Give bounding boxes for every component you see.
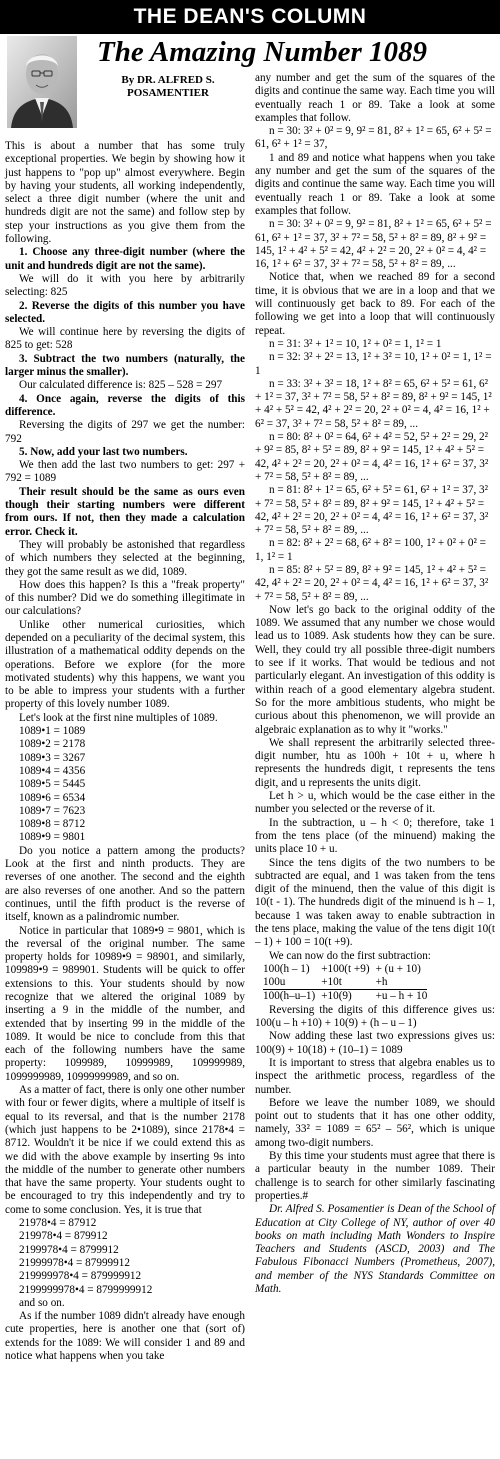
continue-paragraph: any number and get the sum of the squares of the digits and continue the same way. Each time you will eventually reach 1 or 89. Take a look at some examples that follow.	[255, 72, 495, 124]
table-cell: +h	[376, 976, 428, 990]
step-1: 1. Choose any three-digit number (where the unit and hundreds digit are not the same).	[5, 246, 245, 272]
article	[0, 34, 500, 1459]
list-item: 2199978•4 = 8799912	[19, 1243, 119, 1256]
since-paragraph: Since the tens digits of the two numbers to be subtracted are equal, and 1 was taken from the tens digit of the minuend, then the value of this digit is 10(t - 1). The hundreds digit of the minuend is h – 1, because 1 was taken away to enable subtraction in the tens place, making the value of the tens digit 10(t – 1) + 100 = 10(t +9).	[255, 856, 495, 949]
example-32: n = 32: 3² + 2² = 13, 1² + 3² = 10, 1² + 0² = 1, 1² = 1	[255, 351, 492, 377]
subtraction-paragraph: In the subtraction, u – h < 0; therefore, take 1 from the tens place (of the minuend) making the units place 10 + u.	[255, 816, 495, 856]
example-31: n = 31: 3² + 1² = 10, 1² + 0² = 1, 1² = 1	[269, 337, 442, 350]
multiples-intro: Let's look at the first nine multiples of 1089.	[19, 711, 218, 724]
intro-paragraph: This is about a number that has some truly exceptional properties. We begin by showing how it just happens to "pop up" almost everywhere. Begin by having your students, all working independently, select a three digit number (where the unit and hundreds digit are not the same) and follow step by step your instructions as you give them from the following.	[5, 140, 245, 246]
step-4: 4. Once again, reverse the digits of this difference.	[5, 392, 245, 418]
as-if-paragraph: As if the number 1089 didn't already have enough cute properties, here is another one that (sort of) extends for the 1089: We will consider 1 and 89 and notice what happens when you take	[5, 1310, 245, 1363]
unlike-paragraph: Unlike other numerical curiosities, which depended on a peculiarity of the decimal system, this illustration of a mathematical oddity depends on the operations. Before we explore (for the more motivated students) why this happens, we want you to be able to impress your students with a further property of this lovely number 1089.	[5, 618, 245, 711]
list-item: 1089•8 = 8712	[19, 818, 86, 831]
example-82: n = 82: 8² + 2² = 68, 6² + 8² = 100, 1² + 0² + 0² = 1, 1² = 1	[255, 537, 486, 563]
list-item: 1089•1 = 1089	[19, 725, 86, 738]
example-30-a: n = 30: 3² + 0² = 9, 9² = 81, 8² + 1² = 65, 6² + 5² = 61, 6² + 1² = 37,	[255, 125, 492, 151]
example-80: n = 80: 8² + 0² = 64, 6² + 4² = 52, 5² + 2² = 29, 2² + 9² = 85, 8² + 5² = 89, 8² + 9² = 145, 1² + 4² + 5² = 42, 4² + 2² = 20, 2² + 0² = 4, 4² = 16, 1² + 6² = 37, 3² + 7² = 58, 5² + 8² = 89, ...	[255, 431, 489, 483]
step-5: 5. Now, add your last two numbers.	[19, 445, 188, 458]
list-item: 1089•2 = 2178	[19, 738, 86, 751]
column-banner: THE DEAN'S COLUMN	[0, 0, 500, 34]
byline	[93, 74, 243, 100]
list-item: and so on.	[19, 1296, 65, 1309]
extension-list	[5, 1217, 245, 1310]
step-4-text: Reversing the digits of 297 we get the number: 792	[5, 419, 245, 445]
list-item: 1089•7 = 7623	[19, 804, 86, 817]
example-33: n = 33: 3² + 3² = 18, 1² + 8² = 65, 6² + 5² = 61, 6² + 1² = 37, 3² + 7² = 58, 5² + 8² = 89, 8² + 9² = 145, 1² + 4² + 5² = 42, 4² + 2² = 20, 2² + 0² = 4, 4² = 16, 1² + 6² = 37, 3² + 7² = 58, 5² + 8² = 89, ...	[255, 377, 492, 430]
notice-paragraph: Notice in particular that 1089•9 = 9801, which is the reversal of the original number. The same property holds for 10989•9 = 98901, and similarly, 109989•9 = 989901. Students will be quick to offer extensions to this. Your students should by now recognize that we altered the original 1089 by inserting a 9 in the middle of the number, and extended that by inserting 99 in the middle of the 1089. It would be nice to conclude from this that each of the following numbers have the same property: 1099989, 10999989, 109999989, 1099999989, 10999999989, and so on.	[5, 924, 245, 1083]
list-item: 1089•9 = 9801	[19, 831, 86, 844]
list-item: 1089•6 = 6534	[19, 791, 86, 804]
list-item: 21978•4 = 87912	[19, 1217, 97, 1230]
list-item: 219978•4 = 879912	[19, 1230, 108, 1243]
back-paragraph: Now let's go back to the original oddity of the 1089. We assumed that any number we chose would lead us to 1089. Ask students how they can be sure. Well, they could try all possible three-digit numbers to see if it works. That would be tedious and not particularly elegant. An investigation of this oddity is within reach of a good elementary algebra student. So for the more ambitious students, who might be curious about this phenomenon, we will provide an algebraic explanation as to why it "works."	[255, 603, 495, 736]
article-title: The Amazing Number 1089	[97, 36, 428, 68]
table-cell: 100u	[263, 976, 321, 990]
subtraction-table	[263, 963, 427, 1004]
repeat-paragraph: 1 and 89 and notice what happens when you take any number and get the sum of the squares of the digits and continue the same way. Each time you will eventually reach 1 or 89. Take a look at some examples that follow.	[255, 151, 495, 217]
how-paragraph: How does this happen? Is this a "freak property" of this number? Did we do something illegitimate in our calculations?	[5, 578, 245, 618]
multiples-list	[5, 725, 245, 845]
left-column	[5, 140, 245, 1363]
list-item: 1089•3 = 3267	[19, 751, 86, 764]
table-cell: +10t	[321, 976, 375, 990]
step-2: 2. Reverse the digits of this number you have selected.	[5, 299, 245, 325]
step-3-text: Our calculated difference is: 825 – 528 = 297	[19, 379, 223, 392]
pattern-paragraph: Do you notice a pattern among the products? Look at the first and ninth products. They are reverses of one another. The second and the eighth are also reverses of one another. And so the pattern continues, until the fifth product is the reverse of itself, known as a palindromic number.	[5, 844, 245, 924]
table-cell: 100(h – 1)	[263, 962, 310, 975]
step-5-text: We then add the last two numbers to get: 297 + 792 = 1089	[5, 459, 245, 485]
author-bio: Dr. Alfred S. Posamentier is Dean of the School of Education at City College of NY, author of over 40 books on math including Math Wonders to Inspire Teachers and Students (ASCD, 2003) and The Fabulous Fibonacci Numbers (Prometheus, 2007), and member of the NYS Standards Committee on Math.	[255, 1203, 495, 1296]
adding-paragraph: Now adding these last two expressions gives us: 100(9) + 10(18) + (10–1) = 1089	[255, 1030, 495, 1056]
table-cell: 100(h–u–1)	[263, 990, 316, 1003]
example-81: n = 81: 8² + 1² = 65, 6² + 5² = 61, 6² + 1² = 37, 3² + 7² = 58, 5² + 8² = 89, 8² + 9² = 145, 1² + 4² + 5² = 42, 4² + 2² = 20, 2² + 0² = 4, 4² = 16, 1² + 6² = 37, 3² + 7² = 58, 5² + 8² = 89, ...	[255, 484, 489, 537]
list-item: 219999978•4 = 879999912	[19, 1270, 142, 1283]
step-1-text: We will do it with you here by arbitrarily selecting: 825	[5, 272, 245, 299]
table-row	[263, 963, 427, 976]
now-do-paragraph: We can now do the first subtraction:	[269, 949, 431, 962]
example-30-b: n = 30: 3² + 0² = 9, 9² = 81, 8² + 1² = 65, 6² + 5² = 61, 6² + 1² = 37, 3² + 7² = 58, 5² + 8² = 89, 8² + 9² = 145, 1² + 4² + 5² = 42, 4² + 2² = 20, 2² + 0² = 4, 4² = 16, 1² + 6² = 37, 3² + 7² = 58, 5² + 8² = 89, ...	[255, 218, 492, 271]
byline-line-1: By DR. ALFRED S.	[121, 74, 215, 86]
list-item: 2199999978•4 = 8799999912	[19, 1283, 153, 1296]
step-3: 3. Subtract the two numbers (naturally, the larger minus the smaller).	[5, 352, 245, 379]
represent-paragraph: We shall represent the arbitrarily selected three-digit number, htu as 100h + 10t + u, where h represents the hundreds digit, t represents the tens digit, and u represents the units digit.	[255, 736, 495, 789]
example-85: n = 85: 8² + 5² = 89, 8² + 9² = 145, 1² + 4² + 5² = 42, 4² + 2² = 20, 2² + 0² = 4, 4² = 16, 1² + 6² = 37, 3² + 7² = 58, 5² + 8² = 89, ...	[255, 563, 489, 603]
table-row	[263, 976, 427, 990]
list-item: 21999978•4 = 87999912	[19, 1256, 130, 1269]
important-paragraph: It is important to stress that algebra enables us to inspect the arithmetic process, regardless of the number.	[255, 1056, 495, 1096]
list-item: 1089•5 = 5445	[19, 778, 86, 791]
astonished-paragraph: They will probably be astonished that regardless of which numbers they selected at the beginning, they got the same result as we did, 1089.	[5, 538, 245, 578]
right-column	[255, 72, 495, 1296]
before-paragraph: Before we leave the number 1089, we should point out to students that it has one other oddity, namely, 33² = 1089 = 65² – 56², which is unique among two-digit numbers.	[255, 1096, 495, 1149]
by-this-paragraph: By this time your students must agree that there is a particular beauty in the number 1089. Their challenge is to search for other similarly fascinating properties.#	[255, 1150, 495, 1202]
matter-paragraph: As a matter of fact, there is only one other number with four or fewer digits, where a multiple of itself is equal to its reversal, and that is the number 2178 (which just happens to be 2•1089), since 2178•4 = 8712. Wouldn't it be nice if we could extend this as we did with the above example by inserting 9s into the middle of the number to generate other numbers that have the same property. Your students ought to be encouraged to try this independently and try to come to some conclusion. Yes, it is true that	[5, 1084, 245, 1216]
list-item: 1089•4 = 4356	[19, 764, 86, 777]
byline-line-2: POSAMENTIER	[127, 87, 209, 99]
table-cell: +100(t +9)	[321, 962, 370, 975]
author-photo	[7, 36, 77, 128]
let-paragraph: Let h > u, which would be the case either in the number you selected or the reverse of it.	[255, 790, 495, 816]
loop-paragraph: Notice that, when we reached 89 for a second time, it is obvious that we are in a loop and that we will continuously get back to 89. For each of the following we get into a loop that will continuously repeat.	[255, 271, 495, 337]
step-2-text: We will continue here by reversing the digits of 825 to get: 528	[5, 326, 245, 352]
reversing-paragraph: Reversing the digits of this difference gives us: 100(u – h +10) + 10(9) + (h – u – 1)	[255, 1003, 495, 1030]
table-cell: +u – h + 10	[375, 990, 428, 1003]
same-result-paragraph: Their result should be the same as ours even though their starting numbers were different from ours. If not, then they made a calculation error. Check it.	[5, 485, 245, 538]
table-row	[263, 990, 427, 1004]
table-cell: + (u + 10)	[375, 962, 421, 975]
table-cell: +10(9)	[321, 990, 352, 1003]
